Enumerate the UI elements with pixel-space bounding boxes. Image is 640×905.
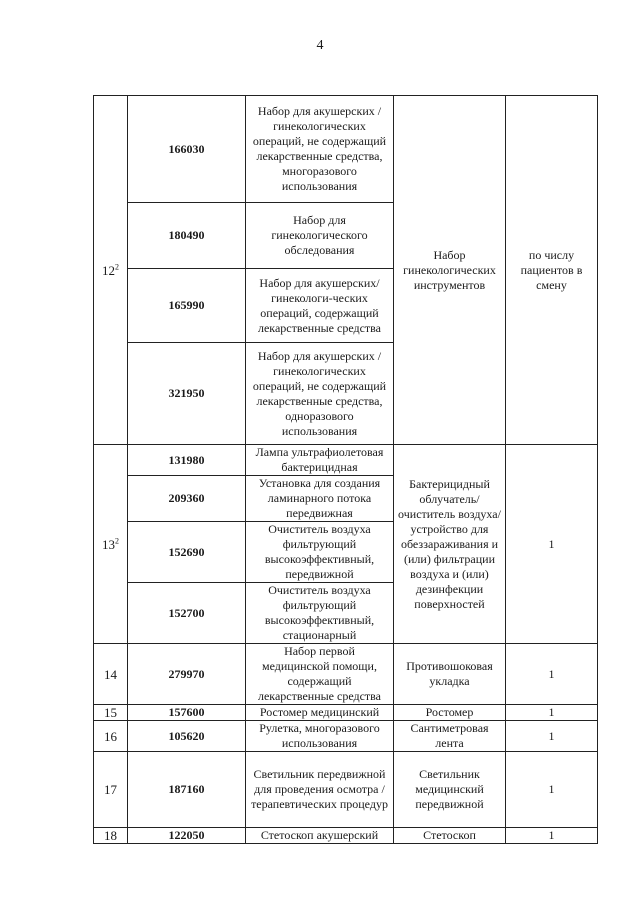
row-number: $13^2$ [94, 445, 128, 644]
table-row [94, 445, 598, 476]
item-code: 187160 [128, 752, 246, 828]
item-code: 152690 [128, 522, 246, 583]
quantity: 1 [506, 644, 598, 705]
table-row [94, 828, 598, 844]
equipment-kind: Светильник медицинский передвижной [394, 752, 506, 828]
item-code: 166030 [128, 96, 246, 203]
row-number: 14 [94, 644, 128, 705]
item-code: 165990 [128, 269, 246, 343]
item-name: Набор для акушерских /гинекологических операций, не содержащий лекарственные средства, одноразового использования [246, 343, 394, 445]
row-number: 15 [94, 705, 128, 721]
item-code: 209360 [128, 476, 246, 522]
item-code: 152700 [128, 583, 246, 644]
quantity: 1 [506, 828, 598, 844]
item-name: Очиститель воздуха фильтрующий высокоэффективный, передвижной [246, 522, 394, 583]
equipment-kind: Ростомер [394, 705, 506, 721]
row-number: $12^2$ [94, 96, 128, 445]
item-code: 321950 [128, 343, 246, 445]
table-row [94, 752, 598, 828]
item-name: Набор для гинекологического обследования [246, 203, 394, 269]
item-name: Набор для акушерских /гинекологических операций, не содержащий лекарственные средства, многоразового использования [246, 96, 394, 203]
item-name: Набор первой медицинской помощи, содержащий лекарственные средства [246, 644, 394, 705]
table-row [94, 96, 598, 203]
item-name: Светильник передвижной для проведения осмотра /терапевтических процедур [246, 752, 394, 828]
table-row [94, 644, 598, 705]
item-name: Рулетка, многоразового использования [246, 721, 394, 752]
row-number: 16 [94, 721, 128, 752]
equipment-kind: Стетоскоп [394, 828, 506, 844]
row-number: 17 [94, 752, 128, 828]
table-row [94, 705, 598, 721]
quantity: 1 [506, 752, 598, 828]
item-name: Лампа ультрафиолетовая бактерицидная [246, 445, 394, 476]
item-code: 157600 [128, 705, 246, 721]
item-code: 279970 [128, 644, 246, 705]
quantity: 1 [506, 705, 598, 721]
equipment-table [93, 95, 598, 844]
equipment-kind: Набор гинекологических инструментов [394, 96, 506, 445]
quantity: по числу пациентов в смену [506, 96, 598, 445]
item-code: 131980 [128, 445, 246, 476]
page-number: 4 [316, 38, 324, 53]
equipment-kind: Бактерицидный облучатель/ очиститель воздуха/ устройство для обеззараживания и (или) фильтрации воздуха и (или) дезинфекции поверхностей [394, 445, 506, 644]
item-name: Установка для создания ламинарного потока передвижная [246, 476, 394, 522]
quantity: 1 [506, 445, 598, 644]
item-code: 105620 [128, 721, 246, 752]
item-name: Ростомер медицинский [246, 705, 394, 721]
item-name: Стетоскоп акушерский [246, 828, 394, 844]
equipment-kind: Сантиметровая лента [394, 721, 506, 752]
quantity: 1 [506, 721, 598, 752]
equipment-kind: Противошоковая укладка [394, 644, 506, 705]
row-number: 18 [94, 828, 128, 844]
item-name: Набор для акушерских/гинекологи-ческих операций, содержащий лекарственные средства [246, 269, 394, 343]
table-row [94, 721, 598, 752]
item-name: Очиститель воздуха фильтрующий высокоэффективный, стационарный [246, 583, 394, 644]
item-code: 180490 [128, 203, 246, 269]
item-code: 122050 [128, 828, 246, 844]
